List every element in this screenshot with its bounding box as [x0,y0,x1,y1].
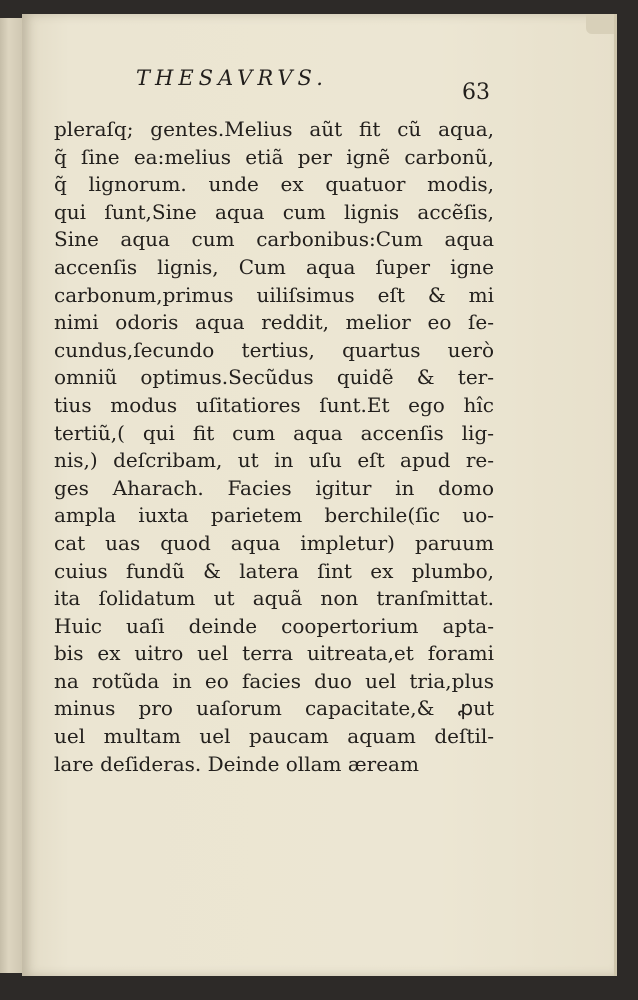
text-line: tertiũ,( qui fit cum aqua accenſis lig- [54,420,494,445]
running-head: THESAVRVS. [136,66,328,90]
text-line: q̃ lignorum. unde ex quatuor modis, [54,172,494,197]
text-line: minus pro uaſorum capacitate,& ꝓut [54,696,494,721]
text-line: accenſis lignis, Cum aqua ſuper igne [54,254,494,279]
text-line: nimi odoris aqua reddit, melior eo ſe- [54,310,494,335]
text-line: bis ex uitro uel terra uitreata,et forami [54,641,494,666]
text-line: q̃ ſine ea:melius etiã per ignẽ carbonũ, [54,144,494,169]
text-line: na rotũda in eo facies duo uel tria,plus [54,668,494,693]
text-line: ita ſolidatum ut aquã non tranſmittat. [54,586,494,611]
text-line: cuius fundũ & latera ſint ex plumbo, [54,558,494,583]
text-line: carbonum,primus uiliſsimus eſt & mi [54,282,494,307]
page-corner [586,14,614,34]
text-line: Sine aqua cum carbonibus:Cum aqua [54,227,494,252]
text-line: cundus,ſecundo tertius, quartus uerò [54,337,494,362]
body-text [54,116,494,778]
text-line: ampla iuxta parietem berchile(ſic uo- [54,503,494,528]
text-line: ges Aharach. Facies igitur in domo [54,475,494,500]
previous-page-edge [0,18,24,973]
text-line: qui ſunt,Sine aqua cum lignis accẽſis, [54,199,494,224]
text-line: lare deſideras. Deinde ollam æream [54,751,419,776]
text-line: nis,) deſcribam, ut in uſu eſt apud re- [54,448,494,473]
text-line: omniũ optimus.Secũdus quidẽ & ter- [54,365,494,390]
text-line: tius modus uſitatiores ſunt.Et ego hîc [54,392,494,417]
text-line: Huic uaſi deinde coopertorium apta- [54,613,494,638]
text-line: cat uas quod aqua impletur) paruum [54,530,494,555]
text-line: uel multam uel paucam aquam deſtil- [54,724,494,749]
page-number: 63 [462,80,490,105]
text-line: pleraſq; gentes.Melius aũt fit cũ aqua, [54,117,494,141]
